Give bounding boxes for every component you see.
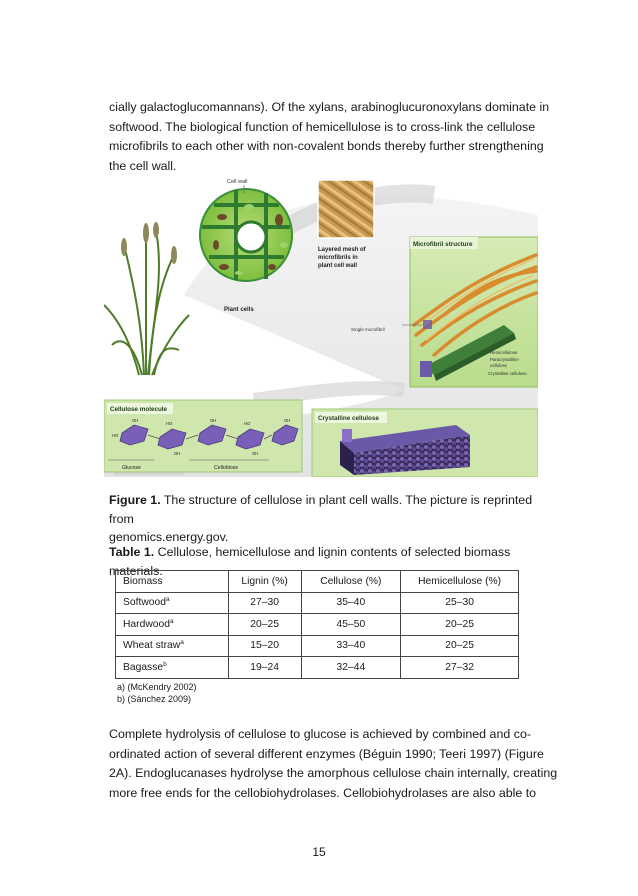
header-hemicellulose: Hemicellulose (%) — [401, 571, 519, 593]
microfibril-structure-title: Microfibril structure — [413, 241, 473, 248]
cellulose-structure-figure — [104, 175, 538, 477]
biomass-composition-table — [115, 570, 519, 679]
cellulose-molecule-title: Cellulose molecule — [110, 406, 168, 413]
table-footnote-a: a) (McKendry 2002) — [117, 682, 197, 692]
table-row — [116, 635, 519, 657]
header-biomass: Biomass — [116, 571, 229, 593]
crystalline-cellulose-panel — [312, 409, 538, 477]
paracrystalline-label-2: cellulose — [490, 363, 508, 368]
mesh-label-line-1: Layered mesh of — [318, 247, 366, 253]
hemicellulose-value: 25–30 — [401, 592, 519, 614]
cellobiose-label: Cellobiose — [214, 465, 239, 471]
cellulose-molecule-panel — [104, 400, 302, 472]
biomass-name: Hardwood$^a$ — [116, 614, 229, 636]
hemicellulose-label: Hemicellulose — [490, 350, 518, 355]
lignin-value: 27–30 — [228, 592, 301, 614]
table-caption-label: Table 1. — [109, 545, 155, 559]
biomass-name: Wheat straw$^a$ — [116, 635, 229, 657]
biomass-name: Softwood$^a$ — [116, 592, 229, 614]
header-lignin: Lignin (%) — [228, 571, 301, 593]
plant-cells-label: Plant cells — [224, 307, 254, 313]
mesh-label-line-3: plant cell wall — [318, 263, 358, 269]
text-line: microfibrils to each other with non-covalent bonds thereby further strengthening — [109, 139, 544, 153]
mesh-label-line-2: microfibrils in — [318, 255, 358, 261]
page-number: 15 — [312, 845, 326, 859]
header-cellulose: Cellulose (%) — [301, 571, 401, 593]
lignin-value: 19–24 — [228, 657, 301, 679]
table-row — [116, 614, 519, 636]
svg-text:OH: OH — [284, 418, 291, 423]
text-line: cially galactoglucomannans). Of the xylans, arabinoglucuronoxylans dominate in — [109, 100, 550, 114]
figure-caption — [109, 491, 534, 547]
paracrystalline-label-1: Paracrystalline — [490, 357, 519, 362]
svg-text:HO: HO — [244, 421, 251, 426]
table-caption-text: Cellulose, hemicellulose and lignin contents of selected biomass materials. — [109, 545, 511, 578]
biomass-name: Bagasse$^b$ — [116, 657, 229, 679]
svg-text:HO: HO — [166, 421, 173, 426]
cellulose-value: 45–50 — [301, 614, 401, 636]
microfibril-mesh-photo — [318, 180, 374, 238]
cellulose-value: 33–40 — [301, 635, 401, 657]
table-footnote-b: b) (Sánchez 2009) — [117, 694, 192, 704]
lignin-value: 20–25 — [228, 614, 301, 636]
text-line: the cell wall. — [109, 158, 177, 173]
svg-text:OH: OH — [252, 451, 259, 456]
figure-caption-text-2: genomics.energy.gov. — [109, 530, 229, 544]
table-header-row — [116, 571, 519, 593]
svg-text:OH: OH — [132, 418, 139, 423]
cellulose-value: 35–40 — [301, 592, 401, 614]
hemicellulose-value: 27–32 — [401, 657, 519, 679]
intro-paragraph — [109, 98, 550, 176]
hemicellulose-value: 20–25 — [401, 614, 519, 636]
text-line: 2A). Endoglucanases hydrolyse the amorphous cellulose chain internally, creating — [109, 766, 558, 780]
crystalline-cellulose-title: Crystalline cellulose — [318, 415, 379, 422]
hydrolysis-paragraph — [109, 725, 558, 803]
text-line: ordinated action of several different enzymes (Béguin 1990; Teeri 1997) (Figure — [109, 746, 544, 761]
table-row — [116, 657, 519, 679]
table-row — [116, 592, 519, 614]
svg-text:OH: OH — [174, 451, 181, 456]
figure-caption-text: The structure of cellulose in plant cell walls. The picture is reprinted from — [109, 493, 533, 526]
glucose-label: Glucose — [122, 465, 142, 471]
text-line: more free ends for the cellobiohydrolases. Cellobiohydrolases are also able to — [109, 785, 537, 800]
text-line: softwood. The biological function of hemicellulose is to cross-link the cellulose — [109, 119, 536, 134]
cell-wall-label: Cell wall — [227, 179, 248, 185]
hemicellulose-value: 20–25 — [401, 635, 519, 657]
text-line: Complete hydrolysis of cellulose to glucose is achieved by combined and co- — [109, 727, 531, 741]
single-microfibril-label: Single microfibril — [351, 327, 385, 332]
cellulose-value: 32–44 — [301, 657, 401, 679]
svg-text:OH: OH — [210, 418, 217, 423]
figure-caption-label: Figure 1. — [109, 493, 161, 507]
svg-text:HO: HO — [112, 433, 119, 438]
lignin-value: 15–20 — [228, 635, 301, 657]
crystalline-cellulose-small-label: Crystalline cellulose — [488, 371, 527, 376]
